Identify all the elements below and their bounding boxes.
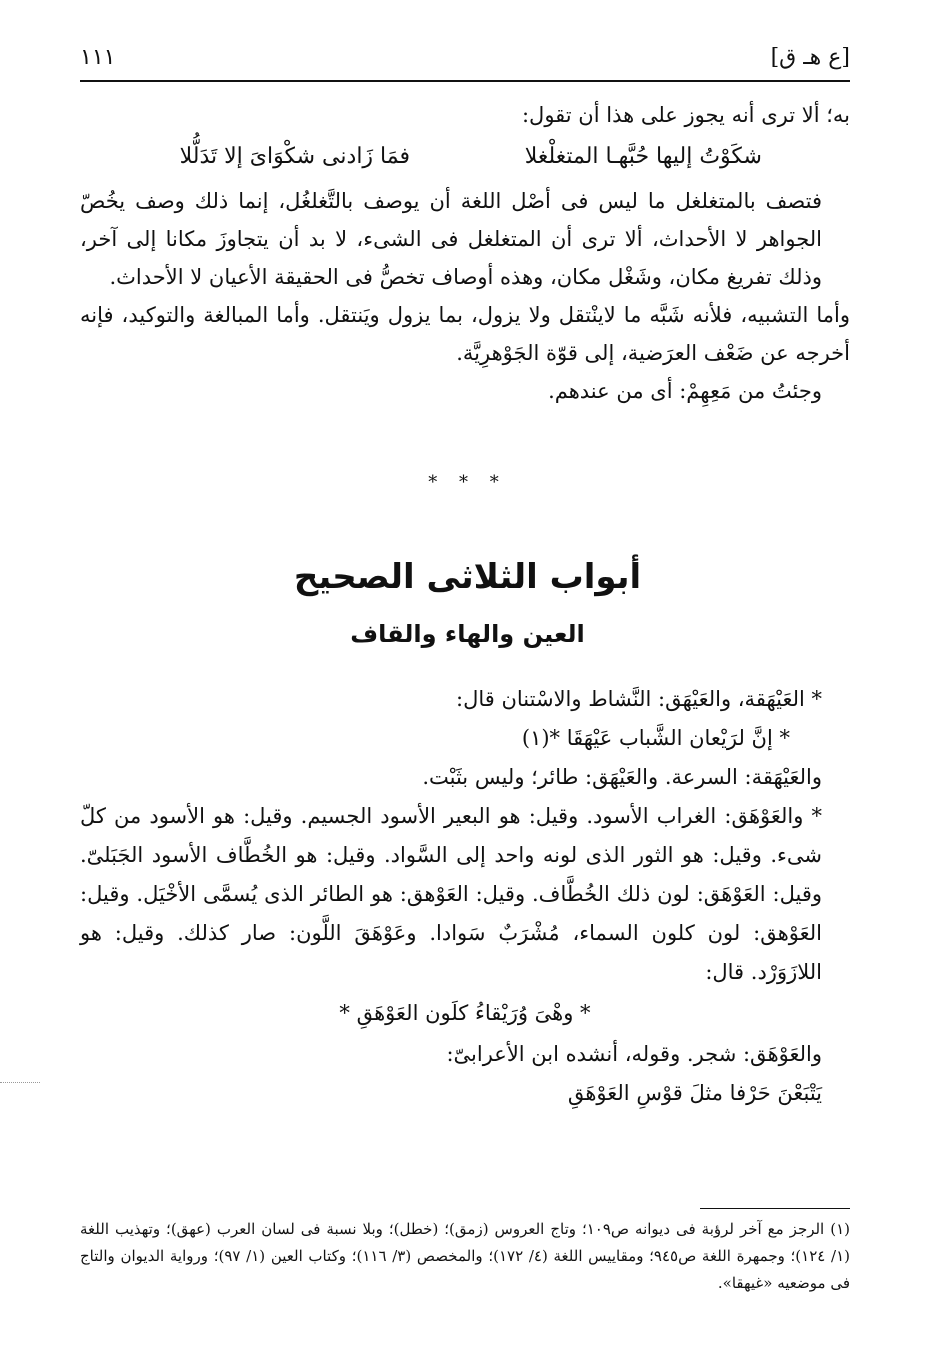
entry-verse: * إنَّ لرَيْعان الشَّباب عَيْهَقَا *(١) [521, 726, 790, 750]
intro-line: به؛ ألا ترى أنه يجوز على هذا أن تقول: [521, 103, 850, 127]
paragraph: وجئتُ من مَعِهِمْ: أى من عندهم. [548, 379, 822, 403]
footnotes [80, 1216, 850, 1297]
header-rule [80, 80, 850, 82]
page-number: ١١١ [80, 45, 116, 70]
body-text [80, 96, 850, 410]
verse [80, 138, 850, 178]
entry-paragraph: * والعَوْهَق: الغراب الأسود. وقيل: هو البعير الأسود الجسيم. وقيل: هو الأسود من كلّ شىء. وقيل: هو الثور الذى لونه واحد إلى السَّواد. وقيل: هو الخُطَّاف الأسود الجَبَلىّ. وقيل: العَوْهَق: لون ذلك الخُطَّاف. وقيل: العَوْهق: هو الطائر الذى يُسمَّى الأخْيَل. وقيل: العَوْهق: لون كلون السماء، مُشْرَبٌ سَوادا. وعَوْهَقَ اللَّون: صار كذلك. وقيل: هو اللازَوَرْد. قال: [80, 804, 822, 984]
chapter-subtitle: العين والهاء والقاف [350, 620, 585, 648]
footnote-rule [700, 1208, 850, 1209]
entry-line: * العَيْهَقة، والعَيْهَق: النَّشاط والاسْتنان قال: [456, 687, 822, 711]
entry-verse: يَتْبَعْنَ حَرْفا مثلَ قوْسِ العَوْهَقِ [567, 1081, 822, 1105]
margin-mark [0, 1082, 40, 1083]
paragraph: فتصف بالمتغلغل ما ليس فى أصْل اللغة أن يوصف بالتَّغلغُل، إنما ذلك وصف يخُصّ الجواهر لا الأحداث، ألا ترى أن المتغلغل فى الشىء، لا بد أن يتجاوزَ مكانا إلى آخر، وذلك تفريغ مكان، وشَغْل مكان، وهذه أوصاف تخصُّ فى الحقيقة الأعيان لا الأحداث. [80, 189, 822, 289]
section-code: [ع هـ ق] [770, 45, 850, 70]
page-header [80, 40, 850, 78]
paragraph: وأما التشبيه، فلأنه شَبَّه ما لاينْتقل ولا يزول، بما يزول ويَنتقل. وأما المبالغة والتوكيد، فإنه أخرجه عن ضَعْف العرَضية، إلى قوّة الجَوْهرِيَّة. [80, 303, 850, 365]
verse-hemistich-1: شكَوْتُ إليها حُبَّهـا المتغلْغلا [524, 144, 762, 169]
entry-line: والعَيْهَقة: السرعة. والعَيْهَق: طائر؛ وليس بثَبْت. [422, 765, 822, 789]
section-separator: * * * [428, 472, 507, 493]
verse-hemistich-2: فمَا زَادنى شكْوَاىَ إلا تَدَلُّلا [179, 144, 410, 169]
entry-verse: * وهْىَ وُرَيْقاءُ كلَون العَوْهَقِ * [339, 1001, 591, 1025]
chapter-title: أبواب الثلاثى الصحيح [293, 557, 642, 597]
footnote: (١) الرجز مع آخر لرؤبة فى ديوانه ص١٠٩؛ وتاج العروس (زمق)؛ (خطل)؛ وبلا نسبة فى لسان العرب (عهق)؛ وتهذيب اللغة (١/ ١٢٤)؛ وجمهرة اللغة ص٩٤٥؛ ومقاييس اللغة (٤/ ١٧٢)؛ والمخصص (٣/ ١١٦)؛ وكتاب العين (١/ ٩٧)؛ ورواية الديوان والتاج فى موضعيه «غيهقا». [80, 1220, 851, 1292]
dictionary-entries [80, 680, 850, 1113]
entry-line: والعَوْهَق: شجر. وقوله، أنشده ابن الأعرابىّ: [446, 1042, 822, 1066]
